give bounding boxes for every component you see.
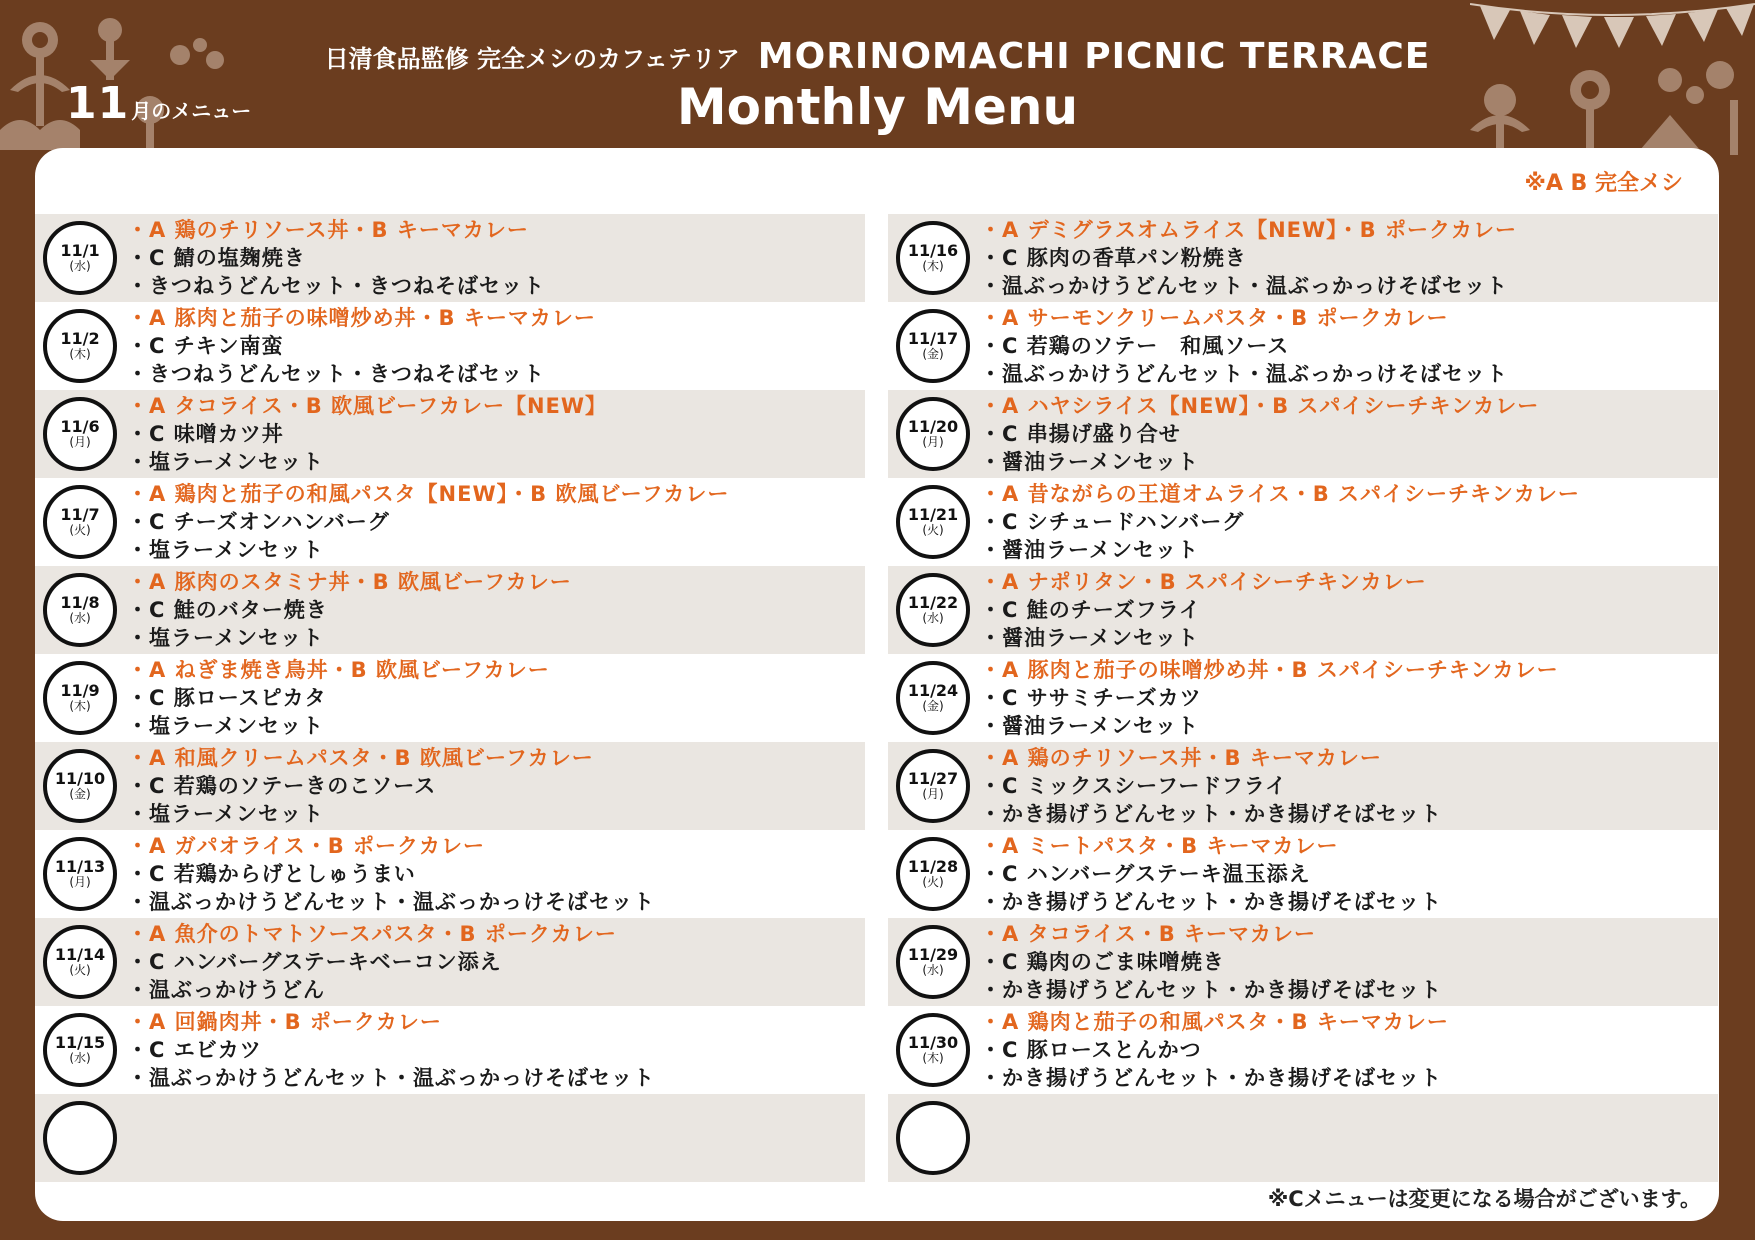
menu-item-ab: ・A タコライス・B キーマカレー — [980, 922, 1317, 946]
weekday-text: (金) — [69, 787, 91, 801]
menu-item-ab: ・A ガパオライス・B ポークカレー — [127, 834, 486, 858]
menu-item-set: ・塩ラーメンセット — [127, 538, 324, 562]
date-badge — [43, 573, 117, 647]
menu-row — [35, 742, 865, 830]
weekday-text: (金) — [922, 347, 944, 361]
menu-row — [888, 918, 1718, 1006]
weekday-text: (火) — [922, 523, 944, 537]
menu-row — [888, 1094, 1718, 1182]
menu-item-c: ・C 鮭のチーズフライ — [980, 598, 1202, 622]
menu-item-ab: ・A 豚肉と茄子の味噌炒め丼・B キーマカレー — [127, 306, 596, 330]
weekday-text: (火) — [69, 523, 91, 537]
menu-item-c: ・C ハンバーグステーキベーコン添え — [127, 950, 502, 974]
menu-item-c: ・C 豚肉の香草パン粉焼き — [980, 246, 1247, 270]
menu-item-ab: ・A 鶏のチリソース丼・B キーマカレー — [980, 746, 1382, 770]
menu-row — [888, 214, 1718, 302]
footer-note: ※Cメニューは変更になる場合がございます。 — [1267, 1187, 1701, 1211]
menu-item-set: ・温ぶっかけうどんセット・温ぶっかっけそばセット — [127, 1066, 655, 1090]
menu-item-ab: ・A 魚介のトマトソースパスタ・B ポークカレー — [127, 922, 617, 946]
menu-item-ab: ・A デミグラスオムライス【NEW】・B ポークカレー — [980, 218, 1517, 242]
menu-item-ab: ・A ナポリタン・B スパイシーチキンカレー — [980, 570, 1427, 594]
menu-item-set: ・醤油ラーメンセット — [980, 450, 1199, 474]
date-badge — [896, 661, 970, 735]
date-text: 11/27 — [907, 769, 959, 788]
menu-lines — [127, 1008, 655, 1092]
date-text: 11/9 — [60, 681, 100, 700]
date-text: 11/16 — [907, 241, 959, 260]
menu-item-ab: ・A サーモンクリームパスタ・B ポークカレー — [980, 306, 1449, 330]
date-badge — [43, 837, 117, 911]
menu-item-c: ・C 豚ロースピカタ — [127, 686, 327, 710]
date-text: 11/21 — [907, 505, 959, 524]
date-badge — [896, 749, 970, 823]
date-text: 11/2 — [60, 329, 100, 348]
menu-item-c: ・C 鶏肉のごま味噌焼き — [980, 950, 1225, 974]
menu-item-set: ・かき揚げうどんセット・かき揚げそばセット — [980, 802, 1442, 826]
weekday-text: (金) — [922, 699, 944, 713]
date-badge — [896, 485, 970, 559]
date-text: 11/17 — [907, 329, 959, 348]
date-text: 11/15 — [54, 1033, 106, 1052]
date-text: 11/29 — [907, 945, 959, 964]
weekday-text: (木) — [69, 699, 91, 713]
menu-lines — [127, 216, 545, 300]
page-title: Monthly Menu — [676, 78, 1079, 136]
menu-item-c: ・C チーズオンハンバーグ — [127, 510, 390, 534]
menu-row — [888, 654, 1718, 742]
date-badge — [896, 573, 970, 647]
date-text: 11/24 — [907, 681, 959, 700]
menu-lines — [980, 832, 1442, 916]
weekday-text: (水) — [69, 259, 91, 273]
menu-panel — [35, 148, 1719, 1221]
date-text: 11/28 — [907, 857, 959, 876]
menu-item-set: ・きつねうどんセット・きつねそばセット — [127, 274, 545, 298]
menu-lines — [127, 392, 607, 476]
date-badge — [43, 485, 117, 559]
date-badge — [896, 1013, 970, 1087]
menu-item-ab: ・A ハヤシライス【NEW】・B スパイシーチキンカレー — [980, 394, 1540, 418]
date-badge — [43, 749, 117, 823]
menu-item-set: ・塩ラーメンセット — [127, 450, 324, 474]
date-text: 11/7 — [60, 505, 100, 524]
menu-lines — [980, 304, 1508, 388]
menu-lines — [980, 480, 1580, 564]
menu-lines — [127, 832, 655, 916]
menu-item-c: ・C 若鶏のソテー 和風ソース — [980, 334, 1290, 358]
menu-lines — [980, 568, 1427, 652]
menu-item-c: ・C 鯖の塩麹焼き — [127, 246, 306, 270]
menu-row — [35, 302, 865, 390]
date-badge — [43, 1101, 117, 1175]
weekday-text: (水) — [69, 611, 91, 625]
weekday-text: (木) — [922, 1051, 944, 1065]
weekday-text: (火) — [69, 963, 91, 977]
weekday-text: (火) — [922, 875, 944, 889]
menu-lines — [127, 568, 572, 652]
weekday-text: (木) — [922, 259, 944, 273]
header-subtitle — [0, 36, 1755, 77]
legend-note: ※A B 完全メシ — [1524, 171, 1683, 196]
weekday-text: (月) — [922, 787, 944, 801]
menu-item-c: ・C 串揚げ盛り合せ — [980, 422, 1181, 446]
date-badge — [43, 1013, 117, 1087]
date-badge — [43, 925, 117, 999]
weekday-text: (月) — [922, 435, 944, 449]
menu-column-left — [35, 214, 865, 1182]
menu-item-ab: ・A 鶏肉と茄子の和風パスタ【NEW】・B 欧風ビーフカレー — [127, 482, 730, 506]
menu-item-c: ・C 豚ロースとんかつ — [980, 1038, 1202, 1062]
menu-row — [888, 742, 1718, 830]
menu-item-c: ・C チキン南蛮 — [127, 334, 284, 358]
menu-item-set: ・かき揚げうどんセット・かき揚げそばセット — [980, 890, 1442, 914]
menu-row — [888, 830, 1718, 918]
weekday-text: (木) — [69, 347, 91, 361]
menu-row — [888, 390, 1718, 478]
menu-lines — [127, 920, 617, 1004]
menu-lines — [127, 744, 594, 828]
date-text: 11/13 — [54, 857, 106, 876]
menu-item-c: ・C ササミチーズカツ — [980, 686, 1202, 710]
menu-item-c: ・C シチュードハンバーグ — [980, 510, 1245, 534]
date-text: 11/30 — [907, 1033, 959, 1052]
weekday-text: (水) — [69, 1051, 91, 1065]
menu-row — [35, 654, 865, 742]
menu-lines — [980, 392, 1539, 476]
menu-item-ab: ・A 豚肉と茄子の味噌炒め丼・B スパイシーチキンカレー — [980, 658, 1559, 682]
menu-lines — [127, 656, 550, 740]
menu-lines — [127, 304, 596, 388]
subtitle-japanese: 日清食品監修 完全メシのカフェテリア — [324, 45, 740, 73]
date-text: 11/8 — [60, 593, 100, 612]
menu-item-set: ・かき揚げうどんセット・かき揚げそばセット — [980, 978, 1442, 1002]
menu-row — [35, 830, 865, 918]
menu-item-set: ・きつねうどんセット・きつねそばセット — [127, 362, 545, 386]
date-text: 11/14 — [54, 945, 106, 964]
menu-item-ab: ・A 鶏肉と茄子の和風パスタ・B キーマカレー — [980, 1010, 1449, 1034]
date-badge — [896, 837, 970, 911]
menu-lines — [980, 920, 1442, 1004]
menu-row — [35, 566, 865, 654]
menu-row — [35, 1094, 865, 1182]
menu-item-set: ・温ぶっかけうどん — [127, 978, 325, 1002]
date-text: 11/6 — [60, 417, 100, 436]
date-badge — [43, 661, 117, 735]
menu-item-ab: ・A 昔ながらの王道オムライス・B スパイシーチキンカレー — [980, 482, 1580, 506]
menu-item-set: ・塩ラーメンセット — [127, 714, 324, 738]
date-badge — [896, 397, 970, 471]
menu-item-c: ・C 若鶏のソテーきのこソース — [127, 774, 437, 798]
menu-item-c: ・C ハンバーグステーキ温玉添え — [980, 862, 1311, 886]
menu-column-right — [888, 214, 1718, 1182]
date-badge — [896, 221, 970, 295]
date-text: 11/20 — [907, 417, 959, 436]
subtitle-english: MORINOMACHI PICNIC TERRACE — [757, 36, 1431, 77]
date-text: 11/1 — [60, 241, 100, 260]
date-badge — [43, 397, 117, 471]
menu-row — [35, 214, 865, 302]
menu-lines — [980, 216, 1517, 300]
menu-item-ab: ・A 回鍋肉丼・B ポークカレー — [127, 1010, 442, 1034]
menu-item-ab: ・A 鶏のチリソース丼・B キーマカレー — [127, 218, 529, 242]
menu-item-ab: ・A タコライス・B 欧風ビーフカレー【NEW】 — [127, 394, 608, 418]
menu-lines — [980, 1008, 1449, 1092]
menu-row — [888, 1006, 1718, 1094]
menu-item-ab: ・A 和風クリームパスタ・B 欧風ビーフカレー — [127, 746, 594, 770]
menu-item-set: ・温ぶっかけうどんセット・温ぶっかっけそばセット — [127, 890, 655, 914]
weekday-text: (水) — [922, 611, 944, 625]
month-number: 11 — [66, 78, 130, 129]
menu-item-c: ・C 鮭のバター焼き — [127, 598, 328, 622]
weekday-text: (月) — [69, 435, 91, 449]
date-badge — [896, 925, 970, 999]
date-badge — [896, 1101, 970, 1175]
menu-lines — [980, 656, 1559, 740]
menu-row — [35, 390, 865, 478]
menu-lines — [980, 744, 1442, 828]
menu-item-c: ・C ミックスシーフードフライ — [980, 774, 1288, 798]
menu-row — [888, 566, 1718, 654]
date-badge — [896, 309, 970, 383]
menu-item-set: ・醤油ラーメンセット — [980, 538, 1199, 562]
menu-item-ab: ・A 豚肉のスタミナ丼・B 欧風ビーフカレー — [127, 570, 572, 594]
menu-item-ab: ・A ねぎま焼き鳥丼・B 欧風ビーフカレー — [127, 658, 550, 682]
month-suffix: 月のメニュー — [131, 99, 252, 123]
menu-item-set: ・醤油ラーメンセット — [980, 626, 1199, 650]
menu-item-c: ・C 若鶏からげとしゅうまい — [127, 862, 416, 886]
menu-item-c: ・C 味噌カツ丼 — [127, 422, 284, 446]
menu-item-set: ・醤油ラーメンセット — [980, 714, 1199, 738]
menu-row — [35, 1006, 865, 1094]
menu-item-c: ・C エビカツ — [127, 1038, 262, 1062]
date-badge — [43, 309, 117, 383]
menu-item-set: ・塩ラーメンセット — [127, 626, 324, 650]
date-text: 11/22 — [907, 593, 959, 612]
menu-row — [35, 478, 865, 566]
menu-row — [35, 918, 865, 1006]
menu-item-set: ・かき揚げうどんセット・かき揚げそばセット — [980, 1066, 1442, 1090]
menu-row — [888, 302, 1718, 390]
weekday-text: (月) — [69, 875, 91, 889]
menu-item-set: ・温ぶっかけうどんセット・温ぶっかっけそばセット — [980, 362, 1508, 386]
date-badge — [43, 221, 117, 295]
date-text: 11/10 — [54, 769, 106, 788]
menu-item-ab: ・A ミートパスタ・B キーマカレー — [980, 834, 1339, 858]
menu-item-set: ・温ぶっかけうどんセット・温ぶっかっけそばセット — [980, 274, 1508, 298]
menu-item-set: ・塩ラーメンセット — [127, 802, 324, 826]
menu-row — [888, 478, 1718, 566]
menu-lines — [127, 480, 729, 564]
weekday-text: (水) — [922, 963, 944, 977]
